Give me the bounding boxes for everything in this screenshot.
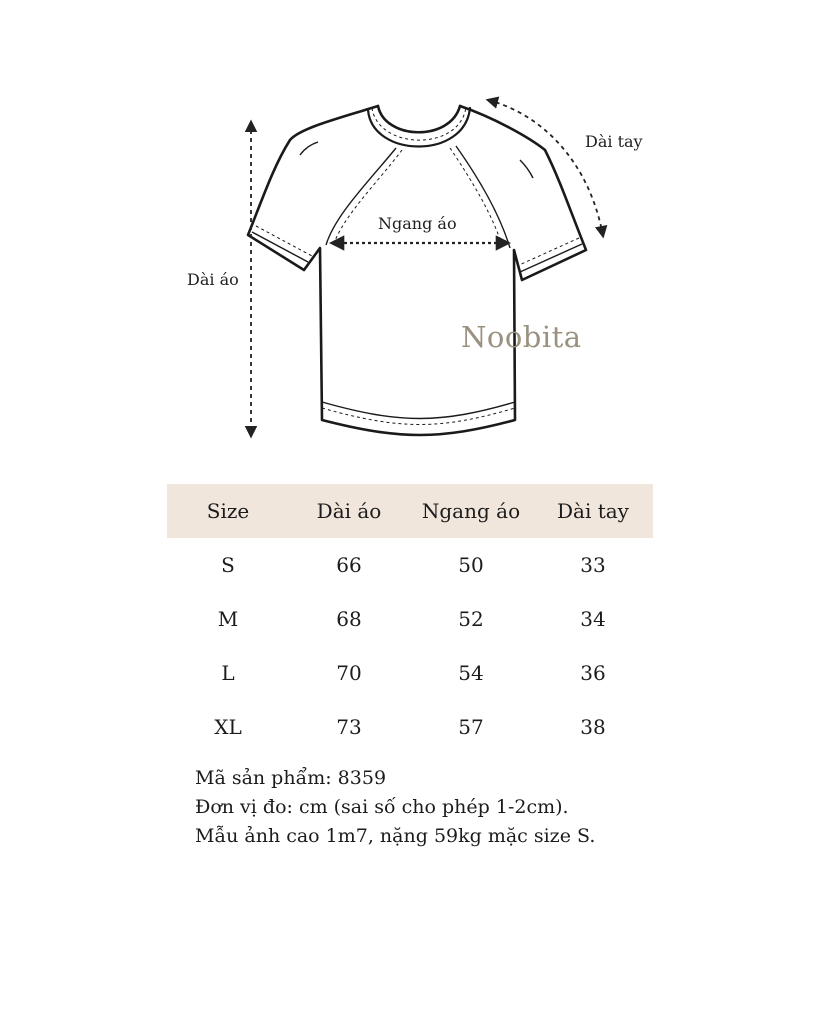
cell-sleeve: 33 xyxy=(580,553,606,577)
label-sleeve: Dài tay xyxy=(585,132,643,151)
cell-sleeve: 38 xyxy=(580,715,606,739)
tshirt-seams xyxy=(252,107,582,425)
shirt-size-diagram xyxy=(0,0,819,470)
note-model-info: Mẫu ảnh cao 1m7, nặng 59kg mặc size S. xyxy=(195,825,596,847)
table-header-row xyxy=(167,484,653,538)
cell-sleeve: 34 xyxy=(580,607,606,631)
cell-size: L xyxy=(221,661,235,685)
header-width: Ngang áo xyxy=(421,499,521,523)
table-row xyxy=(167,538,653,592)
cell-length: 66 xyxy=(336,553,362,577)
cell-sleeve: 36 xyxy=(580,661,606,685)
product-notes xyxy=(195,764,595,851)
header-sleeve: Dài tay xyxy=(557,499,629,523)
size-chart-table xyxy=(167,484,653,754)
label-length: Dài áo xyxy=(187,270,239,289)
cell-width: 54 xyxy=(458,661,484,685)
cell-size: M xyxy=(217,607,239,631)
cell-size: S xyxy=(221,553,235,577)
cell-width: 50 xyxy=(458,553,484,577)
cell-width: 52 xyxy=(458,607,484,631)
table-row xyxy=(167,700,653,754)
table-row xyxy=(167,646,653,700)
sleeve-arrow xyxy=(488,100,603,236)
cell-length: 73 xyxy=(336,715,362,739)
tshirt-outline xyxy=(248,106,586,435)
cell-length: 68 xyxy=(336,607,362,631)
brand-watermark: Noobita xyxy=(461,320,582,354)
header-size: Size xyxy=(206,499,250,523)
cell-width: 57 xyxy=(458,715,484,739)
label-width: Ngang áo xyxy=(378,214,457,233)
header-length: Dài áo xyxy=(316,499,382,523)
cell-size: XL xyxy=(214,715,242,739)
cell-length: 70 xyxy=(336,661,362,685)
note-product-code: Mã sản phẩm: 8359 xyxy=(195,767,387,789)
note-unit: Đơn vị đo: cm (sai số cho phép 1-2cm). xyxy=(195,796,569,818)
table-row xyxy=(167,592,653,646)
